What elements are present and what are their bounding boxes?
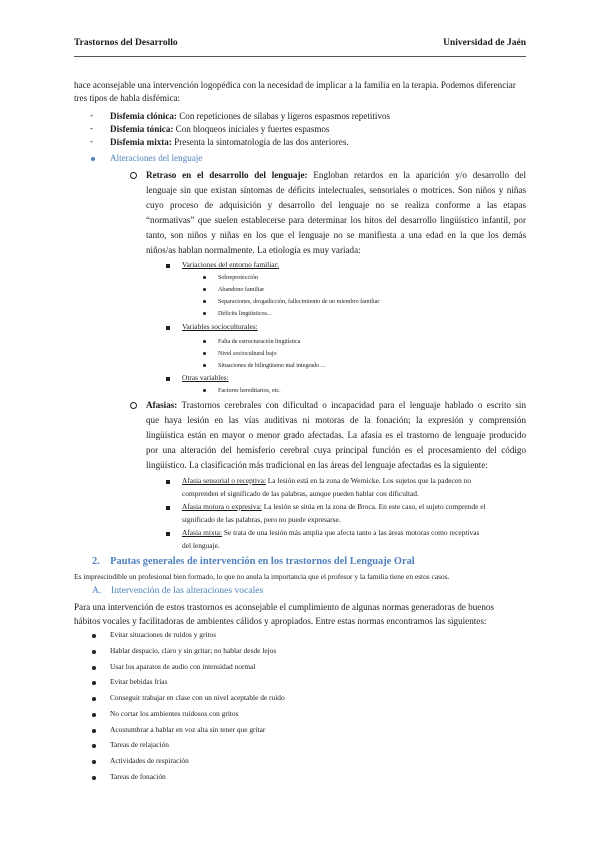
dot-bullet-icon: [203, 288, 206, 291]
dot-bullet-icon: [203, 300, 206, 303]
page-header: [74, 38, 526, 52]
square-bullet-icon: [166, 480, 170, 484]
bullet-icon: [92, 744, 96, 748]
list-item: Nivel sociocultural bajo: [218, 351, 277, 357]
section-2-heading: 2. Pautas generales de intervención en los trastornos del Lenguaje Oral: [92, 556, 415, 567]
bullet-icon: [92, 713, 96, 717]
list-item: Conseguir trabajar en clase con un nivel aceptable de ruido: [110, 693, 285, 702]
dot-bullet-icon: [203, 312, 206, 315]
retraso-line-5: tanto, son niños y niñas en los que el lenguaje no se manifiesta a una edad en la que los demás: [146, 230, 526, 240]
list-item: Falta de estructuración lingüística: [218, 339, 301, 345]
list-item: Usar los aparatos de audio con intensidad normal: [110, 662, 256, 671]
dot-bullet-icon: [203, 389, 206, 392]
retraso-line-1: Retraso en el desarrollo del lenguaje: Engloban retardos en la aparición y/o desarrollo del: [146, 170, 526, 180]
afasia-sensorial-line-2: comprenden el significado de las palabras, aunque pueden hablar con dificultad.: [182, 489, 419, 498]
retraso-line-6: niños/as hablan normalmente. La etiología es muy variada:: [146, 245, 361, 255]
disfemia-tonica: Disfemia tónica: Con bloqueos iniciales y fuertes espasmos: [110, 124, 330, 134]
list-item: Tareas de relajación: [110, 740, 169, 749]
disfemia-clonica: Disfemia clónica: Con repeticiones de sílabas y ligeros espasmos repetitivos: [110, 111, 391, 121]
bullet-icon: [92, 776, 96, 780]
square-bullet-icon: [166, 377, 170, 381]
section-2a-line-1: Para una intervención de estos trastornos es aconsejable el cumplimiento de algunas normas generadoras de buenos: [74, 602, 494, 612]
group-otras-variables-title: Otras variables:: [182, 373, 229, 382]
list-item: Actividades de respiración: [110, 756, 189, 765]
circle-bullet-icon: [130, 172, 137, 179]
retraso-line-3: cuyo proceso de adquisición y desarrollo del lenguaje no se realiza conforme a las etapas: [146, 200, 526, 210]
dot-bullet-icon: [203, 364, 206, 367]
afasias-line-1: Afasias: Trastornos cerebrales con dificultad o incapacidad para el lenguaje hablado o escrito sin: [146, 400, 526, 410]
list-item: Acostumbrar a hablar en voz alta sin tener que gritar: [110, 725, 266, 734]
retraso-line-4: “normativas” que suelen establecerse para determinar los hitos del desarrollo lingüístico infantil, por: [146, 215, 526, 225]
intro-line-1: hace aconsejable una intervención logopédica con la necesidad de implicar a la familia en la terapia. Podemos diferenciar: [74, 80, 516, 90]
afasias-line-3: lingüística están en mayor o menor grado afectadas. La afasia es el trastorno de lenguaje producido: [146, 430, 526, 440]
group-entorno-familiar-title: Variaciones del entorno familiar:: [182, 260, 280, 269]
circle-bullet-icon: [130, 402, 137, 409]
list-item: Factores hereditarios, etc.: [218, 388, 281, 394]
section-2-intro: Es imprescindible un profesional bien formado, lo que no anula la importancia que el profesor y la familia tiene en estos casos.: [74, 572, 450, 581]
retraso-line-2: lenguaje sin que existan síntomas de déficits intelectuales, sensoriales o motrices. Son niños y niñas: [146, 185, 526, 195]
afasia-mixta-line-2: del lenguaje.: [182, 541, 220, 550]
bullet-icon: [92, 760, 96, 764]
afasias-line-5: lingüístico. La clasificación más tradicional en las áreas del lenguaje afectadas es la siguiente:: [146, 460, 488, 470]
bullet-icon: [92, 681, 96, 685]
afasia-motora-line-2: significado de las palabras, pero no puede expresarse.: [182, 515, 341, 524]
afasias-line-2: que haya lesión en las vías auditivas ni motoras de la fonación; la expresión y comprensión: [146, 415, 526, 425]
disfemia-mixta: Disfemia mixta: Presenta la sintomatología de las dos anteriores.: [110, 137, 349, 147]
dot-bullet-icon: [203, 352, 206, 355]
square-bullet-icon: [166, 506, 170, 510]
dot-bullet-icon: [203, 276, 206, 279]
intro-line-2: tres tipos de habla disfémica:: [74, 93, 181, 103]
bullet-icon: [92, 729, 96, 733]
section-2a-line-2: hábitos vocales y facilitadoras de ambientes cálidos y apropiados. Entre estas normas encontramos las siguientes:: [74, 616, 487, 626]
header-university: Universidad de Jaén: [443, 38, 526, 48]
header-course-title: Trastornos del Desarrollo: [74, 38, 178, 48]
afasias-line-4: por una alteración del hemisferio cerebral cuya principal función es el procesamiento del código: [146, 445, 526, 455]
list-item: Sobreprotección: [218, 275, 258, 281]
afasia-mixta-line-1: Afasia mixta: Se trata de una lesión más amplia que afecta tanto a las áreas motoras como receptivas: [182, 528, 480, 537]
list-item: Evitar situaciones de ruidos y gritos: [110, 630, 217, 639]
list-item: Separaciones, drogadicción, fallecimiento de un miembro familiar: [218, 299, 380, 305]
list-item: Déficits lingüísticos...: [218, 311, 272, 317]
square-bullet-icon: [166, 326, 170, 330]
dash-bullet: -: [90, 110, 93, 120]
list-item: Evitar bebidas frías: [110, 677, 168, 686]
list-item: No cortar los ambientes ruidosos con gritos: [110, 709, 239, 718]
bullet-icon: [91, 157, 95, 161]
square-bullet-icon: [166, 532, 170, 536]
bullet-icon: [92, 650, 96, 654]
section-2a-heading: A. Intervención de las alteraciones vocales: [92, 585, 264, 596]
list-item: Tareas de fonación: [110, 772, 166, 781]
dash-bullet: -: [90, 123, 93, 133]
list-item: Situaciones de bilingüismo mal integrado ...: [218, 363, 326, 369]
dot-bullet-icon: [203, 340, 206, 343]
afasia-sensorial-line-1: Afasia sensorial o receptiva: La lesión está en la zona de Wernicke. Los sujetos que la padecen no: [182, 476, 472, 485]
bullet-icon: [92, 634, 96, 638]
header-divider: [74, 56, 526, 57]
dash-bullet: -: [90, 136, 93, 146]
list-item: Hablar despacio, claro y sin gritar; no hablar desde lejos: [110, 646, 277, 655]
afasia-motora-line-1: Afasia motora o expresiva: La lesión se sitúa en la zona de Broca. En este caso, el sujeto comprende el: [182, 502, 486, 511]
bullet-icon: [92, 697, 96, 701]
square-bullet-icon: [166, 264, 170, 268]
list-item: Abandono familiar: [218, 287, 265, 293]
bullet-icon: [92, 666, 96, 670]
group-socioculturales-title: Variables socioculturales:: [182, 322, 258, 331]
alteraciones-title: Alteraciones del lenguaje: [110, 153, 203, 163]
